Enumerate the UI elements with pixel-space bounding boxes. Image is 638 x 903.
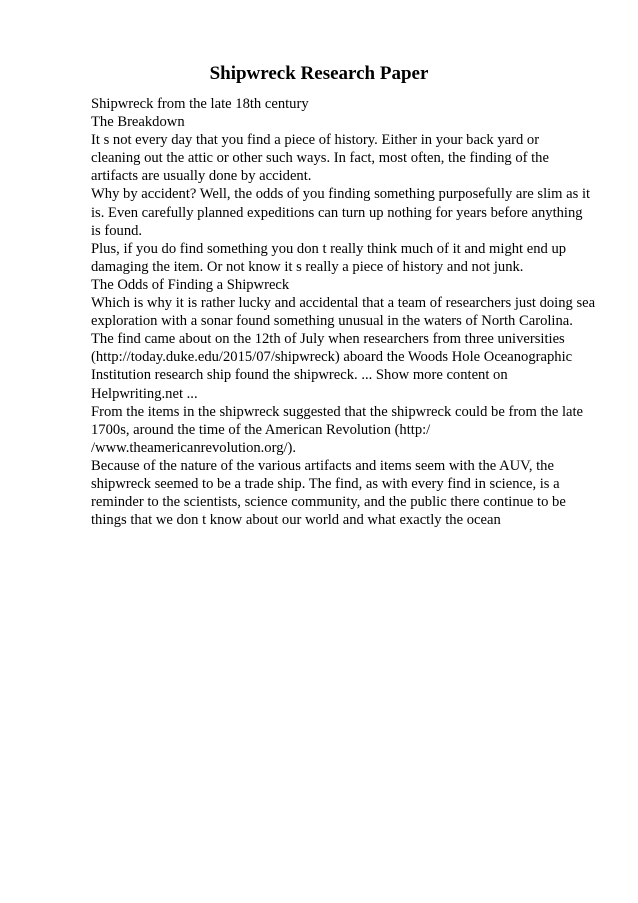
document-body bbox=[91, 95, 596, 529]
body-line: The find came about on the 12th of July when researchers from three universities bbox=[91, 331, 565, 348]
body-line: From the items in the shipwreck suggested that the shipwreck could be from the late bbox=[91, 403, 584, 420]
body-line: things that we don t know about our world and what exactly the ocean bbox=[91, 512, 501, 529]
body-line: Why by accident? Well, the odds of you finding something purposefully are slim as it bbox=[91, 186, 591, 203]
body-line: Shipwreck from the late 18th century bbox=[91, 96, 309, 112]
body-line: Institution research ship found the shipwreck. ... Show more content on bbox=[91, 367, 508, 384]
body-line: cleaning out the attic or other such ways. In fact, most often, the finding of the bbox=[91, 150, 549, 167]
body-line: shipwreck seemed to be a trade ship. The find, as with every find in science, is a bbox=[91, 475, 560, 492]
body-line: The Breakdown bbox=[91, 114, 185, 131]
body-line: Which is why it is rather lucky and accidental that a team of researchers just doing sea bbox=[91, 295, 596, 312]
body-line: The Odds of Finding a Shipwreck bbox=[91, 276, 290, 293]
body-line: artifacts are usually done by accident. bbox=[91, 168, 312, 185]
body-line: Plus, if you do find something you don t really think much of it and might end up bbox=[91, 240, 567, 257]
body-line: Helpwriting.net ... bbox=[91, 385, 198, 402]
body-line: /www.theamericanrevolution.org/). bbox=[91, 439, 297, 456]
body-line: 1700s, around the time of the American Revolution (http:/ bbox=[91, 421, 431, 438]
body-line: exploration with a sonar found something unusual in the waters of North Carolina. bbox=[91, 313, 573, 330]
body-line: (http://today.duke.edu/2015/07/shipwreck) aboard the Woods Hole Oceanographic bbox=[91, 349, 573, 366]
body-line: It s not every day that you find a piece of history. Either in your back yard or bbox=[91, 132, 540, 149]
body-line: is. Even carefully planned expeditions can turn up nothing for years before anything bbox=[91, 204, 583, 221]
page-title: Shipwreck Research Paper bbox=[209, 63, 429, 84]
body-line: damaging the item. Or not know it s really a piece of history and not junk. bbox=[91, 258, 524, 275]
body-line: Because of the nature of the various artifacts and items seem with the AUV, the bbox=[91, 457, 554, 474]
body-line: is found. bbox=[91, 222, 143, 239]
body-line: reminder to the scientists, science community, and the public there continue to be bbox=[91, 494, 566, 511]
